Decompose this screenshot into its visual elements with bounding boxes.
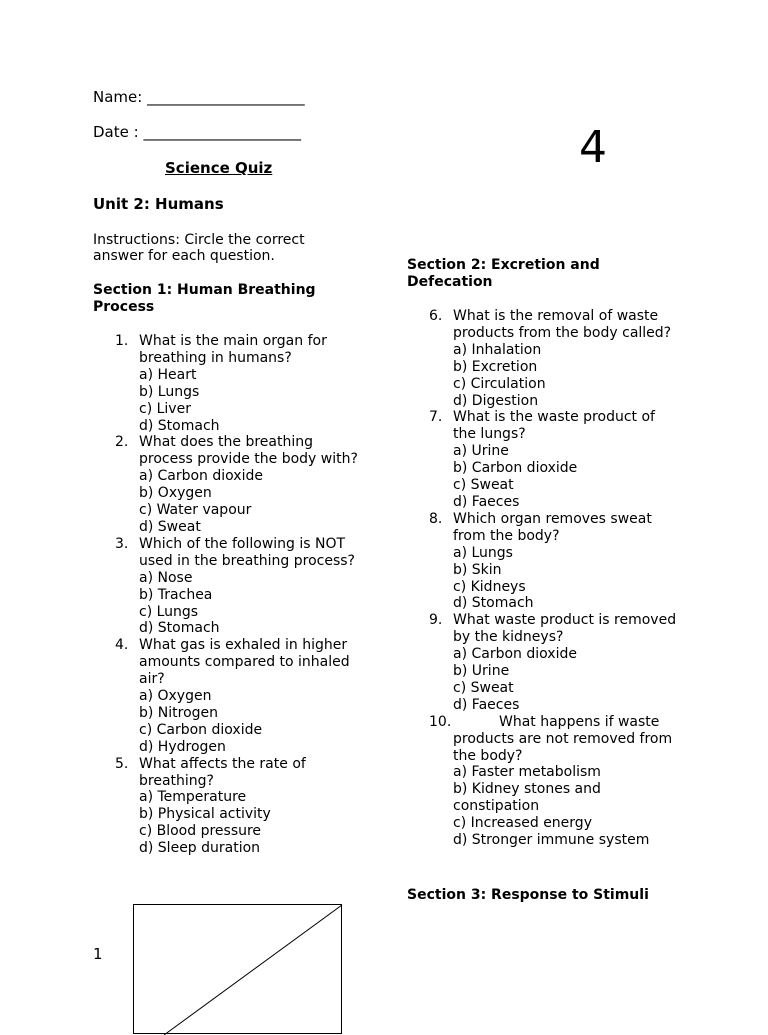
question-number: 5.: [115, 755, 129, 772]
question-text: What does the breathing process provide the body with?: [139, 434, 358, 468]
answer-option[interactable]: c) Water vapour: [139, 502, 252, 519]
answer-option[interactable]: a) Oxygen: [139, 688, 212, 705]
question-item: [93, 756, 363, 857]
question-text: Which of the following is NOT used in the breathing process?: [139, 535, 355, 569]
answer-option[interactable]: a) Carbon dioxide: [139, 468, 263, 485]
answer-option[interactable]: c) Kidneys: [453, 578, 526, 595]
answer-option[interactable]: d) Sleep duration: [139, 840, 261, 857]
answer-option[interactable]: a) Temperature: [139, 789, 247, 806]
answer-option[interactable]: c) Circulation: [453, 375, 546, 392]
question-item: [93, 333, 363, 434]
date-field-label: Date : _____________________: [93, 123, 301, 141]
question-item: [93, 434, 363, 535]
answer-option[interactable]: c) Liver: [139, 400, 191, 417]
answer-option[interactable]: d) Sweat: [139, 518, 201, 535]
answer-option[interactable]: c) Lungs: [139, 603, 199, 620]
answer-option[interactable]: d) Hydrogen: [139, 738, 226, 755]
answer-option[interactable]: b) Trachea: [139, 586, 213, 603]
question-text: What affects the rate of breathing?: [139, 755, 306, 789]
answer-option[interactable]: b) Excretion: [453, 358, 538, 375]
answer-option[interactable]: b) Carbon dioxide: [453, 460, 578, 477]
question-number: 1.: [115, 333, 129, 349]
question-item: [407, 714, 682, 849]
answer-option[interactable]: a) Lungs: [453, 544, 513, 561]
question-text: Which organ removes sweat from the body?: [453, 510, 652, 544]
answer-option[interactable]: c) Sweat: [453, 679, 514, 696]
answer-option[interactable]: d) Stomach: [139, 620, 220, 637]
section-3-heading: Section 3: Response to Stimuli: [407, 887, 649, 903]
answer-option[interactable]: d) Stomach: [139, 417, 220, 434]
figure-box: [133, 904, 342, 1034]
question-number: 10.: [429, 713, 452, 730]
question-number: 2.: [115, 434, 129, 451]
question-item: [407, 409, 682, 510]
question-number: 8.: [429, 510, 443, 527]
name-field-label: Name: _____________________: [93, 88, 305, 106]
section-2-question-list: [407, 308, 682, 849]
section-1-heading: Section 1: Human Breathing Process: [93, 282, 316, 315]
question-number: 3.: [115, 535, 129, 552]
answer-option[interactable]: b) Oxygen: [139, 485, 212, 502]
answer-option[interactable]: b) Lungs: [139, 383, 200, 400]
answer-option[interactable]: d) Stomach: [453, 595, 534, 612]
answer-option[interactable]: c) Increased energy: [453, 815, 592, 832]
unit-title: Unit 2: Humans: [93, 195, 224, 213]
answer-option[interactable]: b) Skin: [453, 561, 502, 578]
instructions-text: Instructions: Circle the correct answer for each question.: [93, 232, 305, 264]
question-item: [93, 637, 363, 755]
section-1-question-list: [93, 333, 363, 857]
question-text: What is the main organ for breathing in humans?: [139, 333, 327, 366]
answer-option[interactable]: a) Urine: [453, 443, 509, 460]
section-2-heading: Section 2: Excretion and Defecation: [407, 257, 600, 290]
answer-option[interactable]: a) Carbon dioxide: [453, 646, 577, 663]
answer-option[interactable]: d) Faeces: [453, 696, 520, 713]
question-number: 6.: [429, 308, 443, 324]
answer-option[interactable]: b) Nitrogen: [139, 704, 219, 721]
question-item: [407, 511, 682, 612]
question-item: [93, 536, 363, 637]
question-number: 7.: [429, 409, 443, 426]
diagonal-line-figure: [134, 905, 343, 1035]
question-text: What waste product is removed by the kidneys?: [453, 612, 677, 646]
quiz-title: Science Quiz: [165, 159, 273, 177]
question-text: What gas is exhaled in higher amounts compared to inhaled air?: [139, 637, 350, 688]
question-text: What is the waste product of the lungs?: [453, 409, 655, 443]
figure-number-label: 1: [93, 945, 103, 963]
answer-option[interactable]: d) Digestion: [453, 392, 539, 409]
answer-option[interactable]: d) Stronger immune system: [453, 832, 650, 849]
question-text: What happens if waste products are not removed from the body?: [453, 713, 673, 764]
answer-option[interactable]: b) Physical activity: [139, 806, 271, 823]
question-item: [407, 612, 682, 713]
answer-option[interactable]: b) Kidney stones and constipation: [453, 781, 601, 815]
answer-option[interactable]: c) Carbon dioxide: [139, 721, 263, 738]
answer-option[interactable]: a) Faster metabolism: [453, 764, 601, 781]
answer-option[interactable]: d) Faeces: [453, 493, 520, 510]
page-number: 4: [579, 122, 607, 173]
question-item: [407, 308, 682, 409]
question-number: 4.: [115, 637, 129, 654]
answer-option[interactable]: a) Inhalation: [453, 341, 542, 358]
answer-option[interactable]: c) Sweat: [453, 477, 514, 494]
question-number: 9.: [429, 612, 443, 629]
answer-option[interactable]: c) Blood pressure: [139, 823, 262, 840]
answer-option[interactable]: a) Nose: [139, 569, 193, 586]
answer-option[interactable]: b) Urine: [453, 663, 510, 680]
question-text: What is the removal of waste products from the body called?: [453, 308, 672, 341]
answer-option[interactable]: a) Heart: [139, 366, 197, 383]
